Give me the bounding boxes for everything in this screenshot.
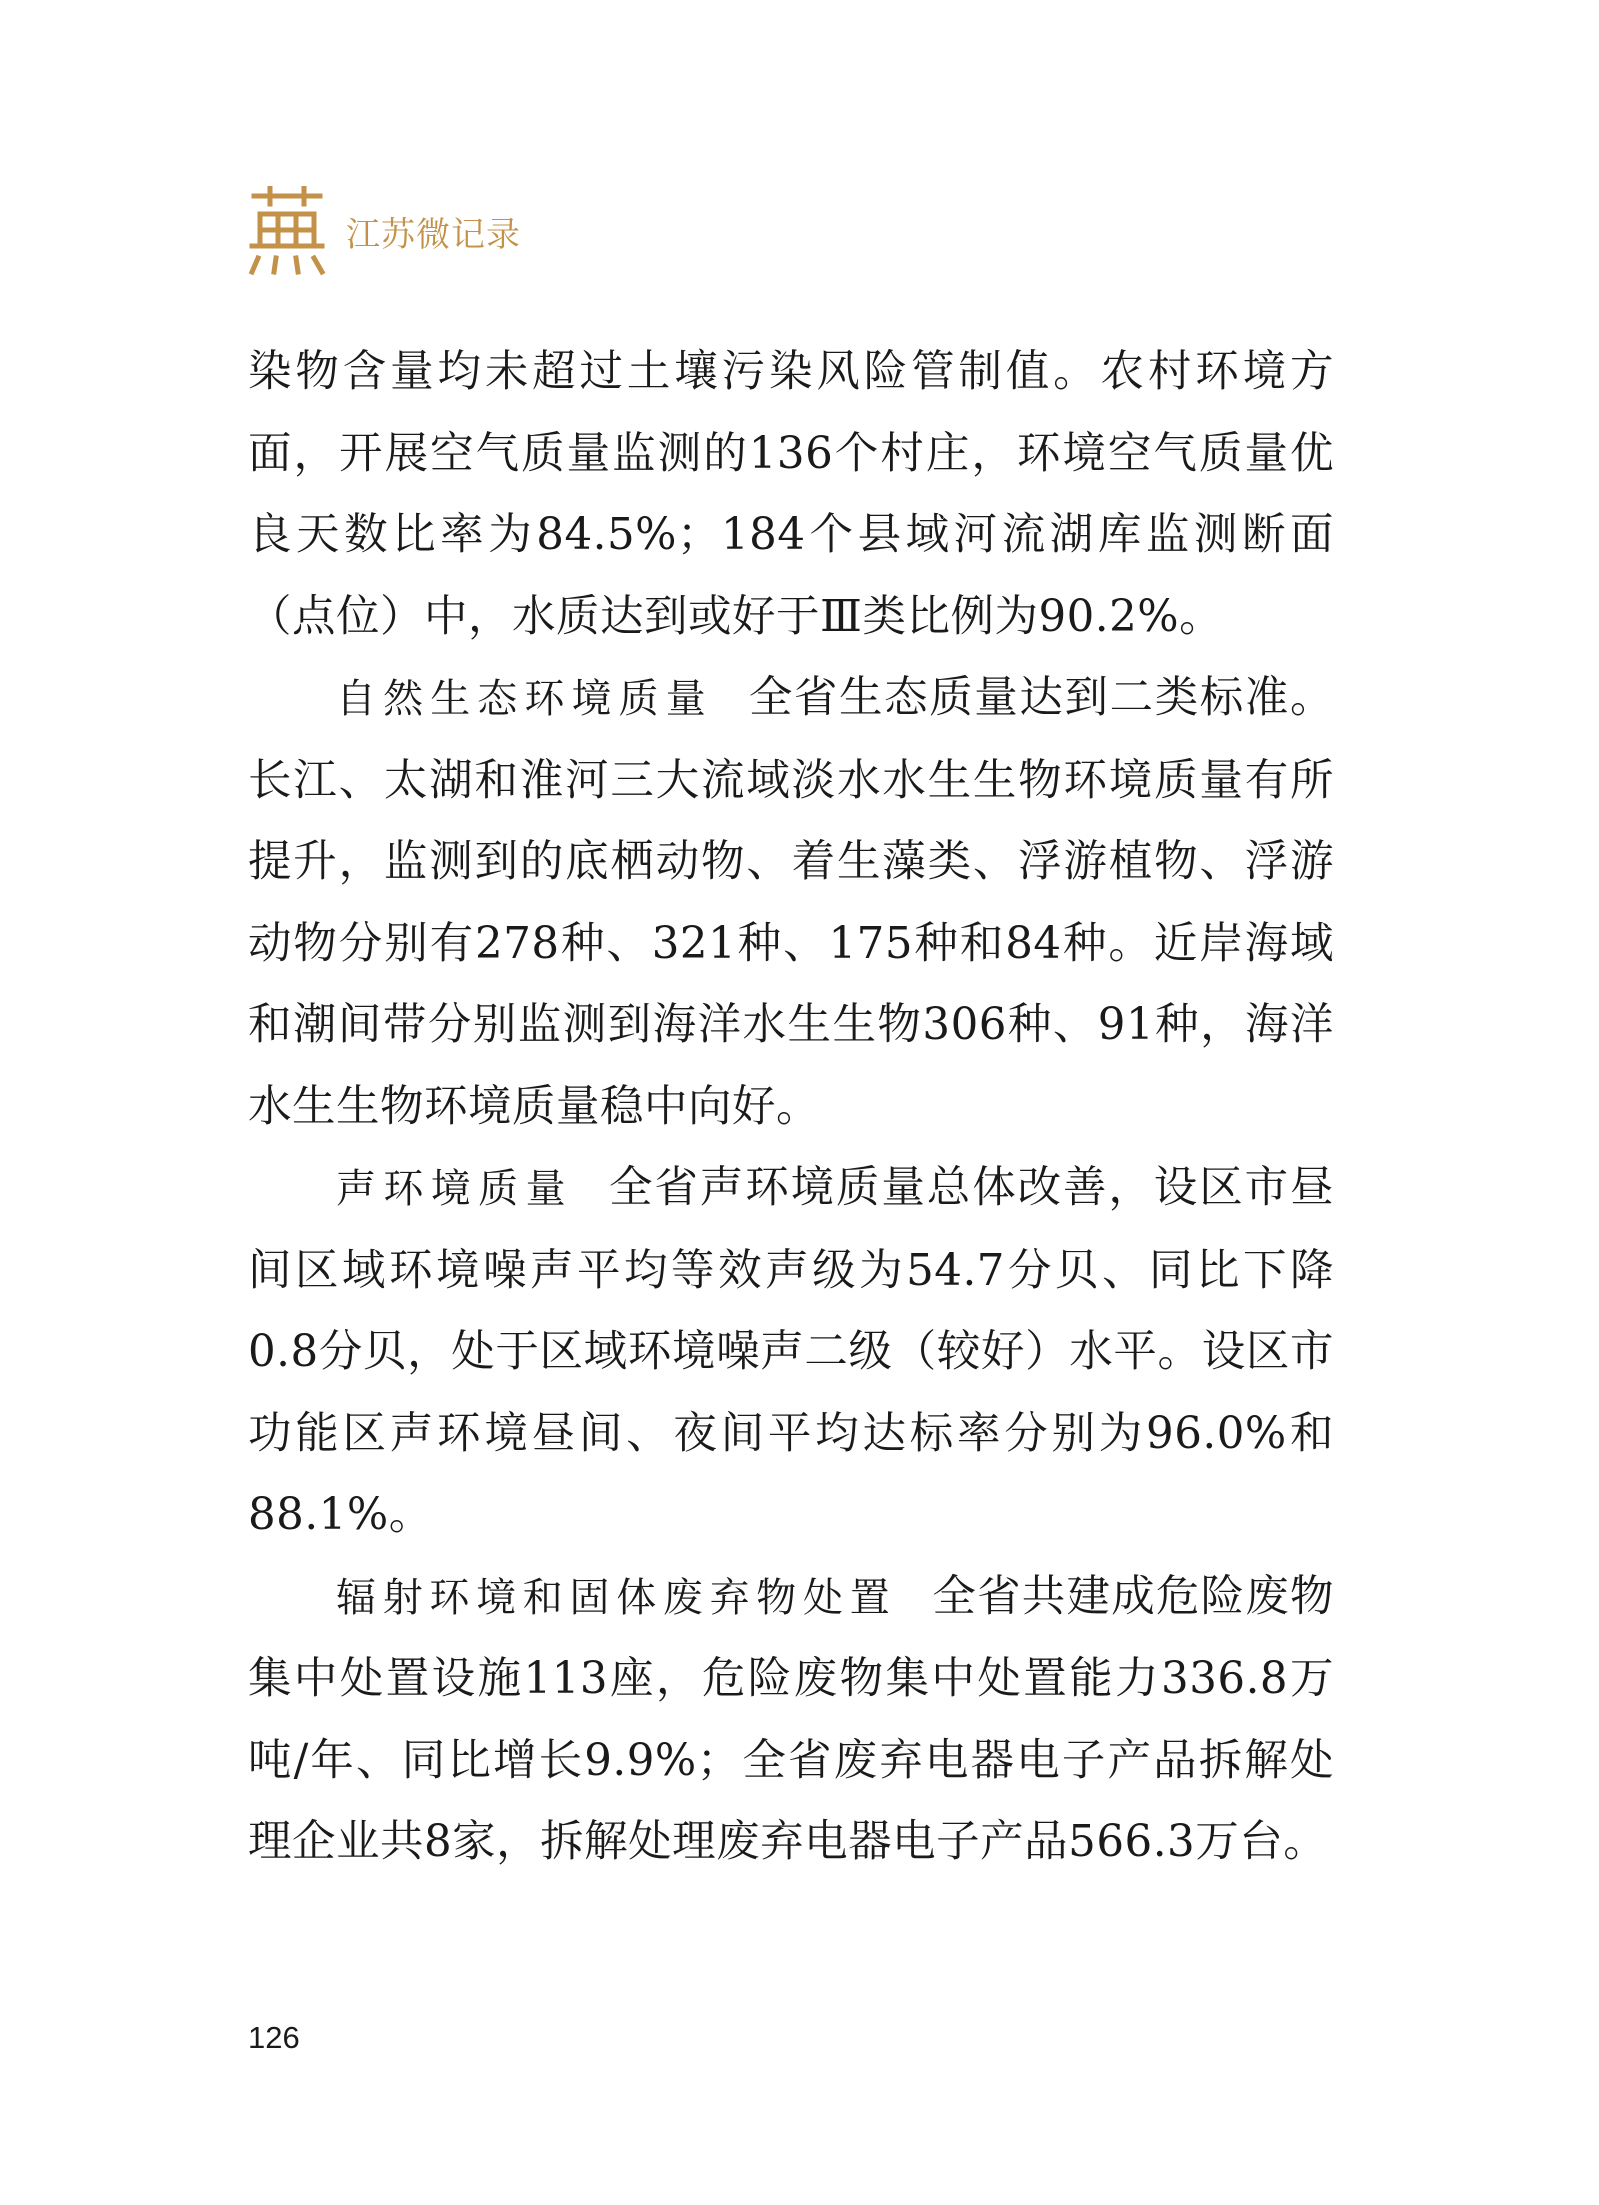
paragraph-text: 染物含量均未超过土壤污染风险管制值。农村环境方面，开展空气质量监测的136个村庄，环境空气质量优良天数比率为84.5%；184个县域河流湖库监测断面（点位）中，水质达到或好于Ⅲ类比例为90.2%。 xyxy=(248,347,1334,642)
paragraph-text: 全省共建成危险废物集中处置设施113座，危险废物集中处置能力336.8万吨/年、同比增长9.9%；全省废弃电器电子产品拆解处理企业共8家，拆解处理废弃电器电子产品566.3万台。 xyxy=(248,1571,1335,1867)
jiangsu-seal-logo-icon xyxy=(248,186,326,276)
section-lead-acoustic-environment: 声环境质量 xyxy=(336,1166,573,1212)
paragraph-natural-ecology xyxy=(248,658,1334,1148)
paragraph-text: 全省生态质量达到二类标准。长江、太湖和淮河三大流域淡水水生生物环境质量有所提升，监测到的底栖动物、着生藻类、浮游植物、浮游动物分别有278种、321种、175种和84种。近岸海域和潮间带分别监测到海洋水生生物306种、91种，海洋水生生物环境质量稳中向好。 xyxy=(248,673,1335,1132)
paragraph-radiation-solid-waste xyxy=(248,1557,1334,1884)
page-header xyxy=(248,186,521,276)
article-body xyxy=(248,332,1334,1884)
section-lead-radiation-solid-waste: 辐射环境和固体废弃物处置 xyxy=(336,1574,897,1621)
paragraph-text: 全省声环境质量总体改善，设区市昼间区域环境噪声平均等效声级为54.7分贝、同比下降0.8分贝，处于区域环境噪声二级（较好）水平。设区市功能区声环境昼间、夜间平均达标率分别为96.0%和88.1%。 xyxy=(248,1163,1334,1540)
section-lead-natural-ecology: 自然生态环境质量 xyxy=(336,676,713,722)
paragraph-rural-environment xyxy=(248,332,1334,658)
paragraph-acoustic-environment xyxy=(248,1148,1334,1557)
brand-title: 江苏微记录 xyxy=(346,214,521,255)
page-number: 126 xyxy=(248,2020,300,2055)
